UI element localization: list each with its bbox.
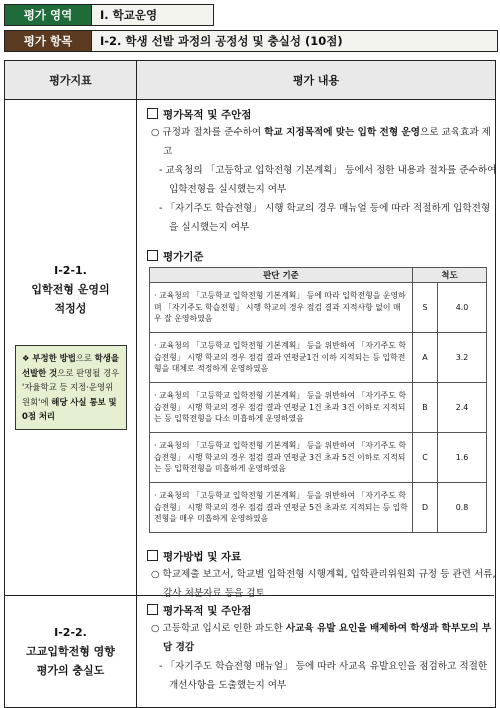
content-column-header: 평가 내용 — [292, 74, 340, 87]
criteria-grade: C — [413, 433, 438, 483]
indicator-2 — [5, 623, 136, 680]
evaluation-item-value: Ⅰ-2. 학생 선발 과정의 공정성 및 충실성 (10점) — [91, 31, 497, 51]
table-row — [150, 383, 487, 433]
indicator-1-title-line1: 입학전형 운영의 — [31, 283, 110, 296]
purpose-sub-point-2: - 「자기주도 학습전형」 시행 학교의 경우 매뉴얼 등에 따라 적절하게 입학전형을 실시했는지 여부 — [159, 203, 491, 233]
purpose-main-point — [151, 123, 499, 161]
evaluation-area-label: 평가 영역 — [5, 5, 91, 25]
purpose2-sub-point: - 「자기주도 학습전형 매뉴얼」 등에 따라 사교육 유발요인을 점검하고 적절한 개선사항을 도출했는지 여부 — [159, 661, 488, 691]
table-row — [150, 333, 487, 383]
note-part-4: 으로 판명될 경우 '자율학교 등 지정·운영위원회'에 — [22, 367, 120, 407]
evaluation-item-row — [4, 30, 498, 52]
content-column — [137, 99, 497, 707]
table-row — [150, 433, 487, 483]
zero-point-note — [15, 345, 127, 430]
purpose2-main-point — [151, 619, 499, 657]
evaluation-area-value: Ⅰ. 학교운영 — [91, 5, 213, 25]
method-point: ○ 학교제출 보고서, 학교별 입학전형 시행계획, 입학관리위원회 규정 등 관련 서류, 감사 처분자료 등을 검토 — [151, 569, 496, 599]
indicator-2-title-line2: 평가의 충실도 — [36, 664, 105, 677]
criteria-header: 판단 기준 — [150, 268, 413, 283]
criteria-grade: S — [413, 283, 438, 333]
criteria-score: 4.0 — [438, 283, 487, 333]
section-criteria-heading — [147, 249, 204, 264]
checkbox-square-icon — [147, 108, 158, 119]
criteria-desc: · 교육청의 「고등학교 입학전형 기본계획」 등을 위반하여 「자기주도 학습전형」 시행 학교의 경우 점검 결과 연평균 1건 초과 3건 이하로 지적되는 등 입학전형을 다소 미흡하게 운영하였음 — [150, 383, 413, 433]
criteria-grade: A — [413, 333, 438, 383]
criteria-desc: · 교육청의 「고등학교 입학전형 기본계획」 등을 위반하여 「자기주도 학습전형」 시행 학교의 경우 점검 결과 연평균 3건 초과 5건 이하로 지적되는 등 입학전형을 미흡하게 운영하였음 — [150, 433, 413, 483]
purpose2-text-b: 사교육 유발 요인을 배제하여 학생과 학부모의 부담 경감 — [163, 623, 492, 653]
section-criteria-title: 평가기준 — [163, 251, 204, 263]
indicator-2-title-line1: 고교입학전형 영향 — [26, 645, 115, 658]
section-purpose2-title: 평가목적 및 주안점 — [163, 605, 252, 617]
indicator-1-code: Ⅰ-2-1. — [54, 264, 87, 277]
criteria-desc: · 교육청의 「고등학교 입학전형 기본계획」 등을 위반하여 「자기주도 학습전형」 시행 학교의 경우 점검 결과 연평균1건 이하 지적되는 등 입학전형을 대체로 적정하게 운영하였음 — [150, 333, 413, 383]
indicator-divider — [5, 595, 136, 596]
checkbox-square-icon — [147, 604, 158, 615]
section-purpose2-heading — [147, 603, 251, 618]
content-divider — [136, 595, 494, 596]
note-part-3: 학생을 선발한 것 — [22, 353, 119, 378]
purpose-sub-point-1: - 교육청의 「고등학교 입학전형 기본계획」 등에서 정한 내용과 절차를 준수하여 입학전형을 실시했는지 여부 — [159, 165, 497, 195]
table-header — [5, 61, 495, 100]
section-method-heading — [147, 549, 241, 564]
criteria-desc: · 교육청의 「고등학교 입학전형 기본계획」 등에 따라 입학전형을 운영하며 「자기주도 학습전형」 시행 학교의 경우 점검 결과 지적사항 없이 매우 잘 운영하였음 — [150, 283, 413, 333]
indicator-column — [5, 99, 137, 707]
indicator-1-title-line2: 적정성 — [54, 302, 87, 315]
indicator-1 — [5, 261, 136, 318]
section-purpose-heading — [147, 107, 251, 122]
criteria-score: 1.6 — [438, 433, 487, 483]
criteria-grade: D — [413, 483, 438, 533]
criteria-score: 3.2 — [438, 333, 487, 383]
section-purpose-title: 평가목적 및 주안점 — [163, 109, 252, 121]
criteria-grade: B — [413, 383, 438, 433]
checkbox-square-icon — [147, 550, 158, 561]
section-method-title: 평가방법 및 자료 — [163, 551, 242, 563]
note-part-2: 으로 — [75, 353, 95, 363]
note-part-1: ❖ 부정한 방법 — [22, 353, 76, 363]
purpose-text-a: ○ 규정과 절차를 준수하여 — [151, 127, 265, 138]
purpose-text-c: 으로 교육효과 제고 — [163, 127, 491, 157]
evaluation-area-row — [4, 4, 214, 26]
criteria-score: 2.4 — [438, 383, 487, 433]
indicator-2-code: Ⅰ-2-2. — [54, 626, 87, 639]
evaluation-table — [4, 60, 496, 708]
table-row — [150, 283, 487, 333]
indicator-column-header: 평가지표 — [5, 61, 137, 99]
purpose2-text-a: ○ 고등학교 입시로 인한 과도한 — [151, 623, 286, 634]
table-row — [150, 483, 487, 533]
checkbox-square-icon — [147, 250, 158, 261]
criteria-score: 0.8 — [438, 483, 487, 533]
note-part-5: 해당 사실 통보 및 0점 처리 — [22, 396, 117, 421]
purpose-text-b: 학교 지정목적에 맞는 입학 전형 운영 — [264, 127, 420, 138]
criteria-table — [149, 267, 487, 533]
evaluation-item-label: 평가 항목 — [5, 31, 91, 51]
criteria-desc: · 교육청의 「고등학교 입학전형 기본계획」 등을 위반하여 「자기주도 학습전형」 시행 학교의 경우 점검 결과 연평균 5건 초과로 지적되는 등 입학전형을 매우 미흡하게 운영하였음 — [150, 483, 413, 533]
scale-header: 척도 — [413, 268, 487, 283]
